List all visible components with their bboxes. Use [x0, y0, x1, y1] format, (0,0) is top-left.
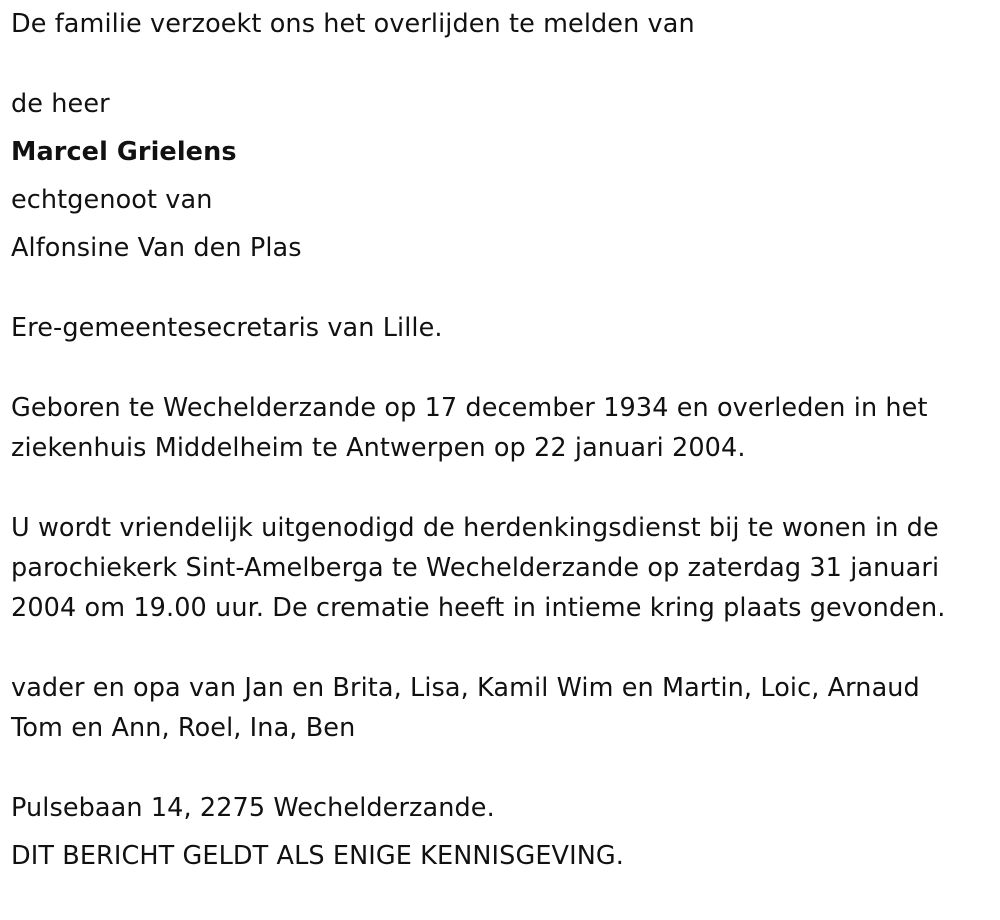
- service-line-2: parochiekerk Sint-Amelberga te Wechelderzande op zaterdag 31 januari: [11, 553, 940, 583]
- address-text: Pulsebaan 14, 2275 Wechelderzande.: [11, 793, 495, 823]
- spouse-label: echtgenoot van: [11, 185, 213, 215]
- birth-death-line-2: ziekenhuis Middelheim te Antwerpen op 22 januari 2004.: [11, 433, 746, 463]
- service-paragraph: [11, 508, 996, 628]
- service-line-1: U wordt vriendelijk uitgenodigd de herdenkingsdienst bij te wonen in de: [11, 513, 939, 543]
- title-text: Ere-gemeentesecretaris van Lille.: [11, 313, 443, 343]
- service-line-3: 2004 om 19.00 uur. De crematie heeft in intieme kring plaats gevonden.: [11, 593, 946, 623]
- deceased-name: Marcel Grielens: [11, 137, 237, 167]
- family-line-1: vader en opa van Jan en Brita, Lisa, Kamil Wim en Martin, Loic, Arnaud: [11, 673, 920, 703]
- spouse-name: Alfonsine Van den Plas: [11, 233, 302, 263]
- birth-death-line-1: Geboren te Wechelderzande op 17 december 1934 en overleden in het: [11, 393, 928, 423]
- deceased-block: [11, 84, 996, 268]
- birth-death-paragraph: [11, 388, 996, 468]
- death-notice: [11, 4, 996, 876]
- intro-text: De familie verzoekt ons het overlijden te melden van: [11, 9, 695, 39]
- salutation-text: de heer: [11, 89, 110, 119]
- family-line-2: Tom en Ann, Roel, Ina, Ben: [11, 713, 356, 743]
- family-paragraph: [11, 668, 996, 748]
- closing-text: DIT BERICHT GELDT ALS ENIGE KENNISGEVING.: [11, 841, 624, 871]
